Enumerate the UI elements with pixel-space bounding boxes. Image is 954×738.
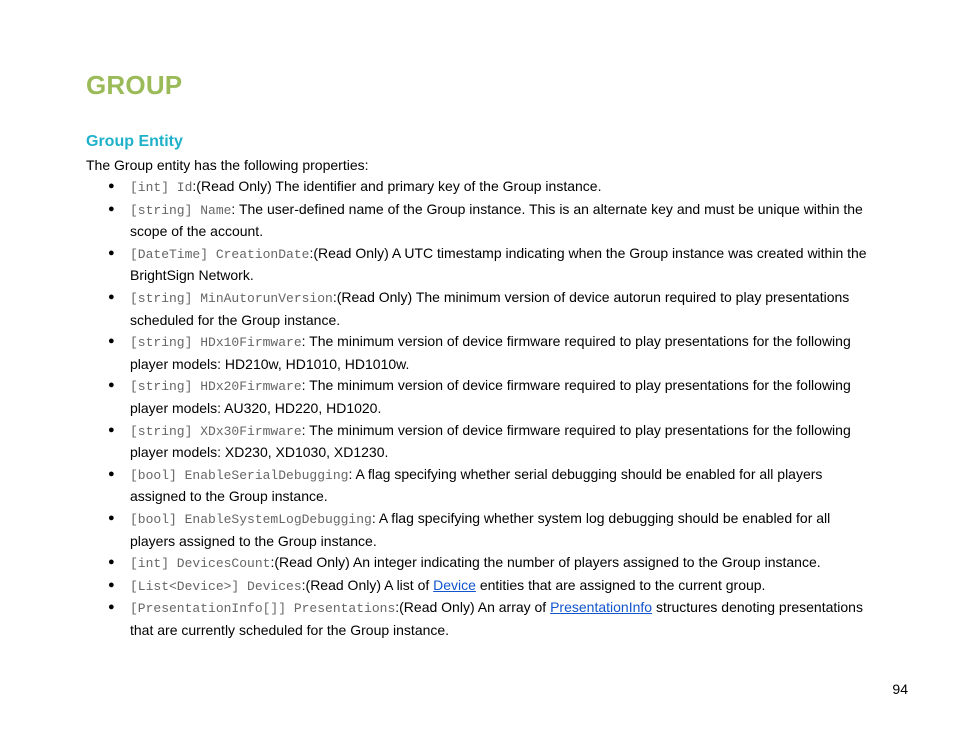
bullet-icon: ●: [108, 511, 115, 524]
property-item: [86, 464, 876, 508]
property-description: : A flag specifying whether serial debugging should be enabled for all players assigned to the Group instance.: [130, 465, 823, 505]
bullet-icon: ●: [108, 246, 115, 259]
property-item: [86, 420, 876, 464]
property-item: [86, 508, 876, 552]
device-link[interactable]: Device: [433, 576, 476, 593]
bullet-icon: ●: [108, 556, 115, 569]
property-signature: [string] MinAutorunVersion: [130, 290, 333, 306]
property-signature: [PresentationInfo[]] Presentations: [130, 601, 396, 617]
property-signature: [DateTime] CreationDate: [130, 246, 310, 262]
property-signature: [bool] EnableSerialDebugging: [130, 467, 349, 483]
property-item: [86, 331, 876, 375]
property-item: [86, 575, 876, 598]
property-item: [86, 597, 876, 641]
bullet-icon: ●: [108, 578, 115, 591]
bullet-icon: ●: [108, 467, 115, 480]
property-description: :(Read Only) An integer indicating the number of players assigned to the Group instance.: [270, 554, 821, 571]
property-description: :(Read Only) The minimum version of device autorun required to play presentations scheduled for the Group instance.: [130, 288, 850, 328]
bullet-icon: ●: [108, 180, 115, 192]
property-signature: [int] Id: [130, 180, 193, 195]
property-signature: [string] HDx20Firmware: [130, 379, 302, 395]
property-signature: [List<Device>] Devices: [130, 578, 302, 594]
property-description: :(Read Only) A list of: [301, 576, 434, 593]
bullet-icon: ●: [108, 202, 115, 215]
property-description: :(Read Only) An array of: [395, 599, 551, 616]
property-item: [86, 243, 876, 287]
section-title: Group Entity: [86, 133, 183, 150]
property-description: :(Read Only) The identifier and primary key of the Group instance.: [192, 178, 602, 194]
bullet-icon: ●: [108, 335, 115, 348]
bullet-icon: ●: [108, 290, 115, 303]
property-signature: [int] DevicesCount: [130, 556, 271, 572]
intro-text: The Group entity has the following properties:: [86, 157, 369, 173]
property-description: : The minimum version of device firmware required to play presentations for the following player models: HD210w, HD1010, HD1010w.: [130, 333, 851, 372]
property-item: [86, 287, 876, 331]
property-description: : The user-defined name of the Group instance. This is an alternate key and must be unique within the scope of the account.: [130, 200, 863, 240]
property-description: :(Read Only) A UTC timestamp indicating when the Group instance was created within the BrightSign Network.: [130, 244, 867, 284]
property-item: [86, 375, 876, 419]
page-title: GROUP: [86, 70, 183, 100]
property-signature: [bool] EnableSystemLogDebugging: [130, 511, 372, 527]
property-description: entities that are assigned to the current group.: [475, 576, 766, 593]
property-description: : A flag specifying whether system log debugging should be enabled for all players assigned to the Group instance.: [130, 509, 831, 549]
bullet-icon: ●: [108, 601, 115, 614]
property-list: [86, 176, 876, 641]
property-signature: [string] HDx10Firmware: [130, 335, 302, 351]
property-signature: [string] Name: [130, 202, 232, 218]
property-description: structures denoting presentations that are currently scheduled for the Group instance.: [130, 599, 863, 638]
bullet-icon: ●: [108, 423, 115, 436]
property-signature: [string] XDx30Firmware: [130, 423, 302, 439]
property-item: [86, 552, 876, 575]
bullet-icon: ●: [108, 379, 115, 392]
property-item: [86, 199, 876, 243]
page-number: 94: [892, 681, 908, 697]
property-item: [86, 176, 876, 199]
presentationinfo-link[interactable]: PresentationInfo: [550, 599, 653, 616]
property-description: : The minimum version of device firmware required to play presentations for the following player models: AU320, HD220, HD1020.: [130, 377, 851, 416]
property-description: : The minimum version of device firmware required to play presentations for the following player models: XD230, XD1030, XD1230.: [130, 421, 851, 461]
